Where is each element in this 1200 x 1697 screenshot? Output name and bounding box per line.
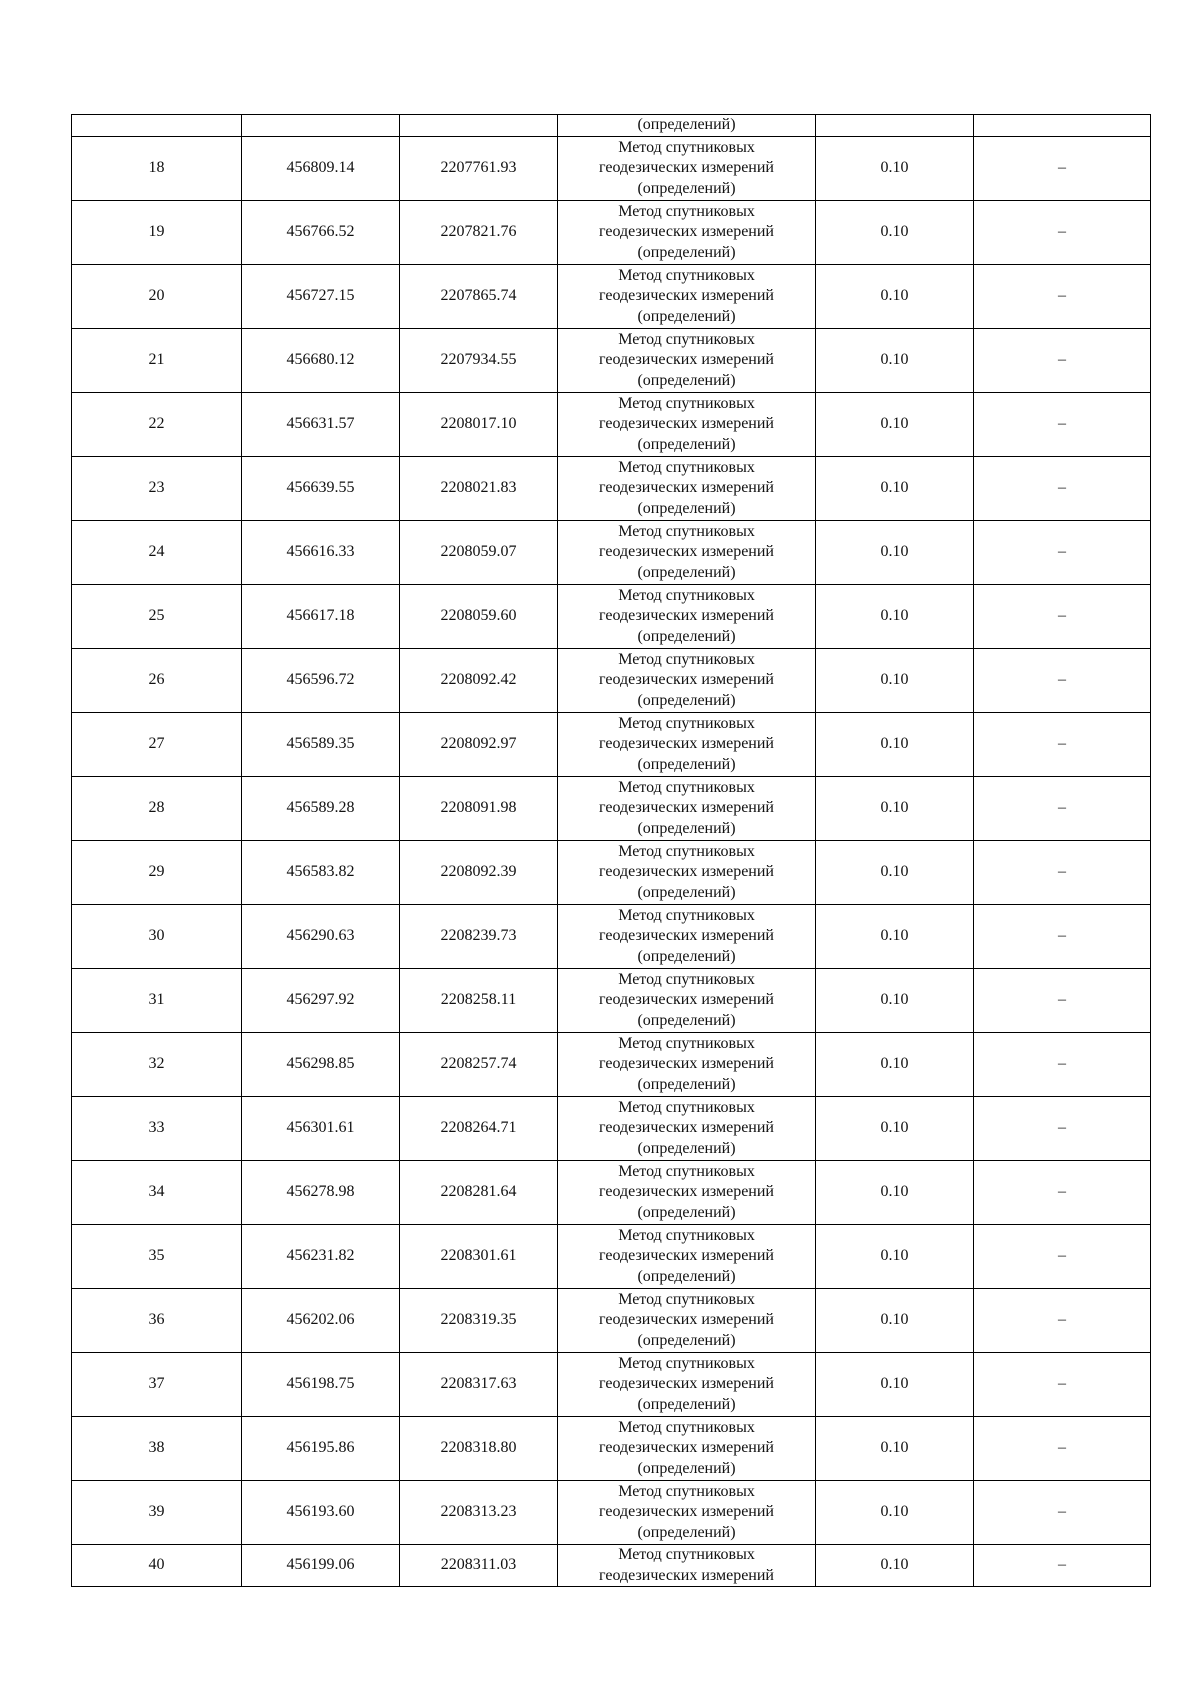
method-line: (определений) [637,755,736,773]
method-cell [558,1289,816,1353]
note-cell: – [974,457,1151,521]
method-cell: (определений) [558,115,816,137]
method-line: Метод спутниковых [618,1034,755,1052]
accuracy-cell: 0.10 [816,1481,974,1545]
table-row [72,713,1151,777]
method-line: геодезических измерений [599,1375,774,1393]
table-row [72,329,1151,393]
method-line: Метод спутниковых [618,266,755,284]
point-cell: 35 [72,1225,242,1289]
method-line: Метод спутниковых [618,1546,755,1563]
method-cell [558,329,816,393]
y-coordinate-cell: 2208059.07 [400,521,558,585]
method-cell [558,1097,816,1161]
note-cell: – [974,649,1151,713]
method-line: (определений) [637,1075,736,1093]
x-coordinate-cell: 456680.12 [242,329,400,393]
method-line: Метод спутниковых [618,1418,755,1436]
point-cell: 36 [72,1289,242,1353]
note-cell: – [974,1225,1151,1289]
method-cell [558,1545,816,1587]
point-cell: 18 [72,137,242,201]
method-line: геодезических измерений [599,1503,774,1521]
point-cell [72,115,242,137]
y-coordinate-cell: 2207761.93 [400,137,558,201]
x-coordinate-cell: 456301.61 [242,1097,400,1161]
y-coordinate-cell: 2208017.10 [400,393,558,457]
table-body [72,115,1151,1587]
table-row [72,521,1151,585]
method-cell [558,393,816,457]
method-line: геодезических измерений [599,799,774,817]
point-cell: 31 [72,969,242,1033]
method-line: геодезических измерений [599,863,774,881]
method-line: (определений) [637,1139,736,1157]
note-cell: – [974,1417,1151,1481]
x-coordinate-cell: 456298.85 [242,1033,400,1097]
accuracy-cell: 0.10 [816,201,974,265]
note-cell: – [974,1481,1151,1545]
y-coordinate-cell: 2208318.80 [400,1417,558,1481]
y-coordinate-cell: 2208301.61 [400,1225,558,1289]
point-cell: 20 [72,265,242,329]
accuracy-cell: 0.10 [816,777,974,841]
y-coordinate-cell: 2208311.03 [400,1545,558,1587]
point-cell: 23 [72,457,242,521]
method-line: (определений) [637,435,736,453]
method-line: Метод спутниковых [618,650,755,668]
note-cell: – [974,1161,1151,1225]
table-row [72,649,1151,713]
method-line: геодезических измерений [599,351,774,369]
method-cell [558,1161,816,1225]
method-line: Метод спутниковых [618,1162,755,1180]
method-line: Метод спутниковых [618,586,755,604]
x-coordinate-cell: 456199.06 [242,1545,400,1587]
x-cell [242,115,400,137]
accuracy-cell: 0.10 [816,457,974,521]
note-cell: – [974,841,1151,905]
point-cell: 38 [72,1417,242,1481]
note-cell: – [974,201,1151,265]
method-line: (определений) [637,371,736,389]
table-row [72,969,1151,1033]
x-coordinate-cell: 456809.14 [242,137,400,201]
method-cell [558,201,816,265]
method-line: Метод спутниковых [618,1290,755,1308]
note-cell: – [974,713,1151,777]
y-coordinate-cell: 2208313.23 [400,1481,558,1545]
accuracy-cell [816,115,974,137]
method-line: (определений) [637,1395,736,1413]
method-line: Метод спутниковых [618,778,755,796]
method-line: (определений) [637,307,736,325]
y-coordinate-cell: 2208021.83 [400,457,558,521]
point-cell: 30 [72,905,242,969]
point-cell: 26 [72,649,242,713]
method-line: геодезических измерений [599,287,774,305]
x-coordinate-cell: 456766.52 [242,201,400,265]
method-cell [558,1353,816,1417]
table-row [72,265,1151,329]
point-cell: 29 [72,841,242,905]
x-coordinate-cell: 456727.15 [242,265,400,329]
accuracy-cell: 0.10 [816,649,974,713]
accuracy-cell: 0.10 [816,905,974,969]
accuracy-cell: 0.10 [816,1417,974,1481]
accuracy-cell: 0.10 [816,137,974,201]
note-cell: – [974,905,1151,969]
table-row [72,777,1151,841]
accuracy-cell: 0.10 [816,969,974,1033]
y-coordinate-cell: 2208264.71 [400,1097,558,1161]
table-row [72,1481,1151,1545]
note-cell: – [974,329,1151,393]
method-line: геодезических измерений [599,1183,774,1201]
accuracy-cell: 0.10 [816,393,974,457]
note-cell [974,115,1151,137]
point-cell: 32 [72,1033,242,1097]
note-cell: – [974,777,1151,841]
table-row [72,841,1151,905]
method-line: (определений) [637,563,736,581]
point-cell: 37 [72,1353,242,1417]
method-line: (определений) [637,947,736,965]
method-cell [558,841,816,905]
method-cell [558,1033,816,1097]
method-line: геодезических измерений [599,543,774,561]
accuracy-cell: 0.10 [816,521,974,585]
table-row [72,1289,1151,1353]
method-line: (определений) [637,1011,736,1029]
note-cell: – [974,1353,1151,1417]
method-line: геодезических измерений [599,607,774,625]
note-cell: – [974,1097,1151,1161]
point-cell: 25 [72,585,242,649]
x-coordinate-cell: 456589.35 [242,713,400,777]
method-line: (определений) [637,691,736,709]
method-cell [558,713,816,777]
method-cell [558,521,816,585]
method-line: (определений) [637,243,736,261]
point-cell: 33 [72,1097,242,1161]
note-cell: – [974,265,1151,329]
note-cell: – [974,521,1151,585]
x-coordinate-cell: 456297.92 [242,969,400,1033]
note-cell: – [974,1033,1151,1097]
accuracy-cell: 0.10 [816,1289,974,1353]
note-cell: – [974,393,1151,457]
point-cell: 34 [72,1161,242,1225]
method-line: (определений) [637,1267,736,1285]
method-cell [558,969,816,1033]
table-row [72,1417,1151,1481]
method-line: (определений) [637,819,736,837]
table-row [72,457,1151,521]
table-row [72,201,1151,265]
method-cell [558,265,816,329]
table-row [72,1225,1151,1289]
x-coordinate-cell: 456231.82 [242,1225,400,1289]
accuracy-cell: 0.10 [816,1545,974,1587]
point-cell: 28 [72,777,242,841]
method-line: геодезических измерений [599,1247,774,1265]
y-coordinate-cell: 2208092.42 [400,649,558,713]
method-cell [558,585,816,649]
method-line: геодезических измерений [599,223,774,241]
x-coordinate-cell: 456639.55 [242,457,400,521]
method-cell [558,1481,816,1545]
table-row [72,905,1151,969]
method-line: геодезических измерений [599,1311,774,1329]
y-cell [400,115,558,137]
method-line: геодезических измерений [599,991,774,1009]
method-line: геодезических измерений [599,1439,774,1457]
x-coordinate-cell: 456631.57 [242,393,400,457]
y-coordinate-cell: 2207865.74 [400,265,558,329]
method-cell [558,1417,816,1481]
point-cell: 21 [72,329,242,393]
method-line: геодезических измерений [599,415,774,433]
table-row [72,1033,1151,1097]
method-line: Метод спутниковых [618,1354,755,1372]
method-line: геодезических измерений [599,1055,774,1073]
method-line: (определений) [637,627,736,645]
accuracy-cell: 0.10 [816,1097,974,1161]
y-coordinate-cell: 2208281.64 [400,1161,558,1225]
method-line: Метод спутниковых [618,522,755,540]
table-row [72,1545,1151,1587]
table-row [72,585,1151,649]
table-row-continuation [72,115,1151,137]
method-line: Метод спутниковых [618,330,755,348]
y-coordinate-cell: 2208092.97 [400,713,558,777]
x-coordinate-cell: 456193.60 [242,1481,400,1545]
method-cell [558,457,816,521]
method-line: геодезических измерений [599,927,774,945]
table-row [72,1097,1151,1161]
accuracy-cell: 0.10 [816,329,974,393]
note-cell: – [974,137,1151,201]
method-line: (определений) [637,499,736,517]
method-line: (определений) [637,1331,736,1349]
method-line: геодезических измерений [599,671,774,689]
method-line: (определений) [637,1523,736,1541]
method-cell [558,137,816,201]
method-line: (определений) [637,179,736,197]
table-row [72,137,1151,201]
x-coordinate-cell: 456202.06 [242,1289,400,1353]
y-coordinate-cell: 2208258.11 [400,969,558,1033]
point-cell: 19 [72,201,242,265]
x-coordinate-cell: 456596.72 [242,649,400,713]
method-line: геодезических измерений [599,735,774,753]
method-line: Метод спутниковых [618,842,755,860]
y-coordinate-cell: 2208239.73 [400,905,558,969]
point-cell: 39 [72,1481,242,1545]
x-coordinate-cell: 456589.28 [242,777,400,841]
point-cell: 24 [72,521,242,585]
accuracy-cell: 0.10 [816,1033,974,1097]
method-line: (определений) [637,1203,736,1221]
y-coordinate-cell: 2208257.74 [400,1033,558,1097]
table-row [72,1161,1151,1225]
note-cell: – [974,1545,1151,1587]
x-coordinate-cell: 456195.86 [242,1417,400,1481]
y-coordinate-cell: 2207934.55 [400,329,558,393]
x-coordinate-cell: 456278.98 [242,1161,400,1225]
note-cell: – [974,585,1151,649]
y-coordinate-cell: 2207821.76 [400,201,558,265]
accuracy-cell: 0.10 [816,265,974,329]
method-line: Метод спутниковых [618,714,755,732]
accuracy-cell: 0.10 [816,1225,974,1289]
note-cell: – [974,969,1151,1033]
method-line: Метод спутниковых [618,906,755,924]
accuracy-cell: 0.10 [816,1353,974,1417]
method-cell [558,649,816,713]
point-cell: 27 [72,713,242,777]
method-cell [558,905,816,969]
method-line: Метод спутниковых [618,202,755,220]
method-line: геодезических измерений [599,159,774,177]
method-line: геодезических измерений [599,479,774,497]
method-cell [558,777,816,841]
method-line: геодезических измерений [599,1119,774,1137]
method-line: Метод спутниковых [618,138,755,156]
method-line: геодезических измерений [599,1566,774,1584]
method-line: Метод спутниковых [618,1482,755,1500]
method-line: (определений) [637,883,736,901]
note-cell: – [974,1289,1151,1353]
x-coordinate-cell: 456583.82 [242,841,400,905]
y-coordinate-cell: 2208317.63 [400,1353,558,1417]
y-coordinate-cell: 2208092.39 [400,841,558,905]
method-line: Метод спутниковых [618,394,755,412]
y-coordinate-cell: 2208059.60 [400,585,558,649]
accuracy-cell: 0.10 [816,713,974,777]
x-coordinate-cell: 456198.75 [242,1353,400,1417]
method-cell [558,1225,816,1289]
method-line: Метод спутниковых [618,1098,755,1116]
method-line: Метод спутниковых [618,1226,755,1244]
x-coordinate-cell: 456616.33 [242,521,400,585]
accuracy-cell: 0.10 [816,585,974,649]
y-coordinate-cell: 2208091.98 [400,777,558,841]
table-row [72,393,1151,457]
accuracy-cell: 0.10 [816,1161,974,1225]
point-cell: 40 [72,1545,242,1587]
method-line: Метод спутниковых [618,970,755,988]
method-line: Метод спутниковых [618,458,755,476]
method-line: (определений) [637,1459,736,1477]
point-cell: 22 [72,393,242,457]
coordinates-table [71,114,1151,1587]
x-coordinate-cell: 456290.63 [242,905,400,969]
table-row [72,1353,1151,1417]
y-coordinate-cell: 2208319.35 [400,1289,558,1353]
accuracy-cell: 0.10 [816,841,974,905]
x-coordinate-cell: 456617.18 [242,585,400,649]
